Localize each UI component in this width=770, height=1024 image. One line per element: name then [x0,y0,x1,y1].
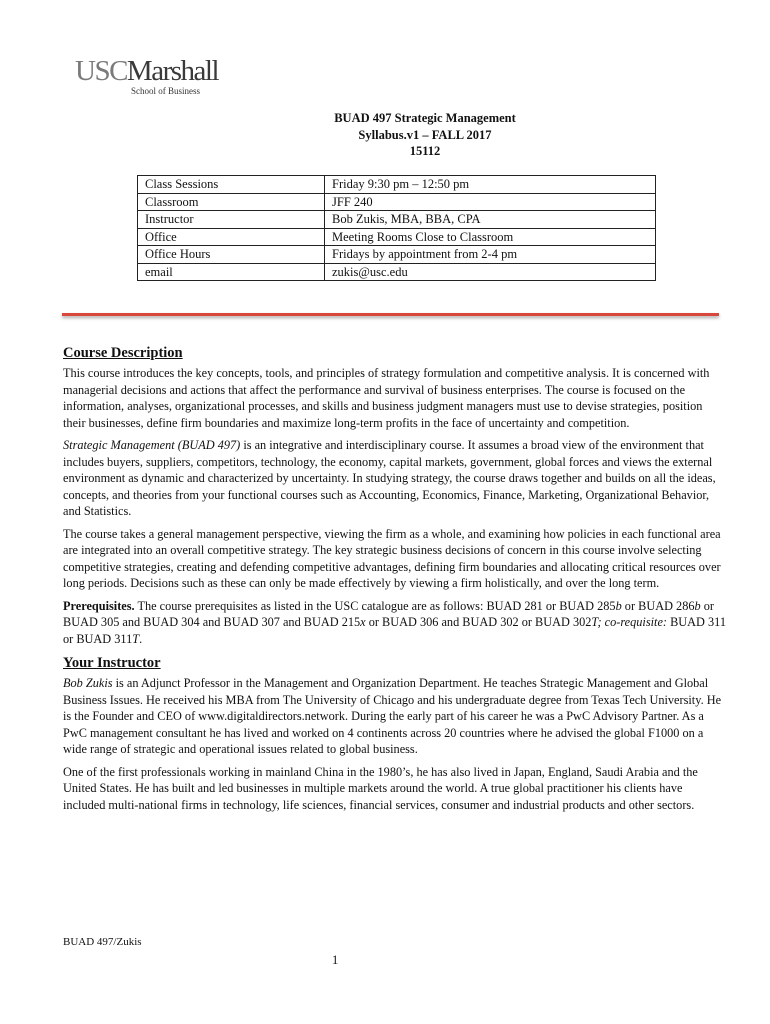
section-divider [62,313,719,316]
prereq-text: . [139,631,143,646]
instructor-name-italic: Bob Zukis [63,676,113,690]
row-label: email [138,263,325,281]
row-value: Friday 9:30 pm – 12:50 pm [325,176,656,194]
row-value: zukis@usc.edu [325,263,656,281]
instructor-paragraph-1 [63,675,726,758]
table-row [138,176,656,194]
table-row [138,193,656,211]
table-row [138,263,656,281]
table-row [138,228,656,246]
prereq-text: or BUAD 306 and BUAD 302 or BUAD 302 [365,615,592,629]
prereq-suffix: b [694,598,701,613]
footer-course-label: BUAD 497/Zukis [63,936,142,948]
course-description-paragraph-1: This course introduces the key concepts, tools, and principles of strategy formulation and competitive analysis. It is concerned with managerial decisions and actions that affect the performance and survival of business enterprises. The course is focused on the information, analyses, organizational processes, and skills and business judgment managers must use to devise strategies, position their businesses, define firm boundaries and maximize long-term profits in the face of uncertainty and competition. [63,366,710,430]
prerequisites-label: Prerequisites. [63,598,135,613]
instructor-paragraph-2: One of the first professionals working in mainland China in the 1980’s, he has also lived in Japan, England, Saudi Arabia and the United States. He has built and led businesses in multiple markets around the world. A true global practitioner his clients have included multi-national firms in technology, life sciences, financial services, consumer and industrial products and other sectors. [63,764,698,812]
prereq-suffix: b [615,598,622,613]
row-label: Classroom [138,193,325,211]
title-line-2: Syllabus.v1 – FALL 2017 [358,127,492,142]
main-content [63,343,726,819]
course-description-heading: Course Description [63,345,183,361]
row-value: Fridays by appointment from 2-4 pm [325,246,656,264]
document-title [0,110,770,160]
prereq-suffix: T [132,631,140,646]
prerequisites-paragraph [63,598,726,648]
title-line-1: BUAD 497 Strategic Management [334,111,516,125]
prereq-corequisite: T; co-requisite: [591,615,668,629]
table-row [138,211,656,229]
logo-marshall: Marshall [126,55,219,87]
logo-subtitle: School of Business [131,86,201,96]
row-label: Instructor [138,211,325,229]
course-description-paragraph-2 [63,437,726,520]
row-value: Meeting Rooms Close to Classroom [325,228,656,246]
row-label: Office [138,228,325,246]
prereq-text: The course prerequisites as listed in the USC catalogue are as follows: BUAD 281 or BUAD 285 [134,598,616,613]
logo-wordmark [75,57,218,86]
paragraph-text: is an Adjunct Professor in the Management and Organization Department. He teaches Strategic Management and Global Business Issues. He received his MBA from The University of Chicago and his undergraduate degree from Texas Tech University. He is the Founder and CEO of www.digitaldirectors.network. During the early part of his career he was a PwC Advisory Partner. As a PwC management consultant he has lived and worked on 4 continents across 20 countries where he advised the global F1000 on a wide range of strategic and operational issues related to global business. [63,676,722,756]
prereq-suffix: x [360,615,366,629]
course-info-table [137,175,656,281]
prereq-text: or BUAD 286 [621,598,695,613]
row-label: Office Hours [138,246,325,264]
paragraph-text: is an integrative and interdisciplinary course. It assumes a broad view of the environment that includes buyers, suppliers, competitors, technology, the economy, capital markets, government, global forces and views the external environment as dynamic and characterized by uncertainty. In studying strategy, the course draws together and builds on all the ideas, concepts, and theories from your functional courses such as Accounting, Economics, Finance, Marketing, Organizational Behavior, and Statistics. [63,438,716,518]
course-name-italic: Strategic Management (BUAD 497) [63,438,241,452]
row-label: Class Sessions [138,176,325,194]
prereq-text: or BUAD 305 and BUAD 304 and BUAD 307 and BUAD 215 [63,598,714,629]
row-value: Bob Zukis, MBA, BBA, CPA [325,211,656,229]
row-value: JFF 240 [325,193,656,211]
title-line-3: 15112 [409,144,441,158]
table-row [138,246,656,264]
usc-marshall-logo [75,57,218,96]
prereq-text: BUAD 311 or BUAD 311 [63,615,726,646]
logo-usc: USC [75,55,127,87]
page-number: 1 [332,953,339,967]
course-description-paragraph-3: The course takes a general management perspective, viewing the firm as a whole, and examining how policies in each functional area are integrated into an overall competitive strategy. The key strategic business decisions of concern in this course involve selecting competitive strategies, creating and defending competitive advantages, defining firm boundaries and allocating critical resources over long periods. Decisions such as these can only be made effectively by viewing a firm holistically, and over the long term. [63,526,721,590]
instructor-heading: Your Instructor [63,655,161,671]
